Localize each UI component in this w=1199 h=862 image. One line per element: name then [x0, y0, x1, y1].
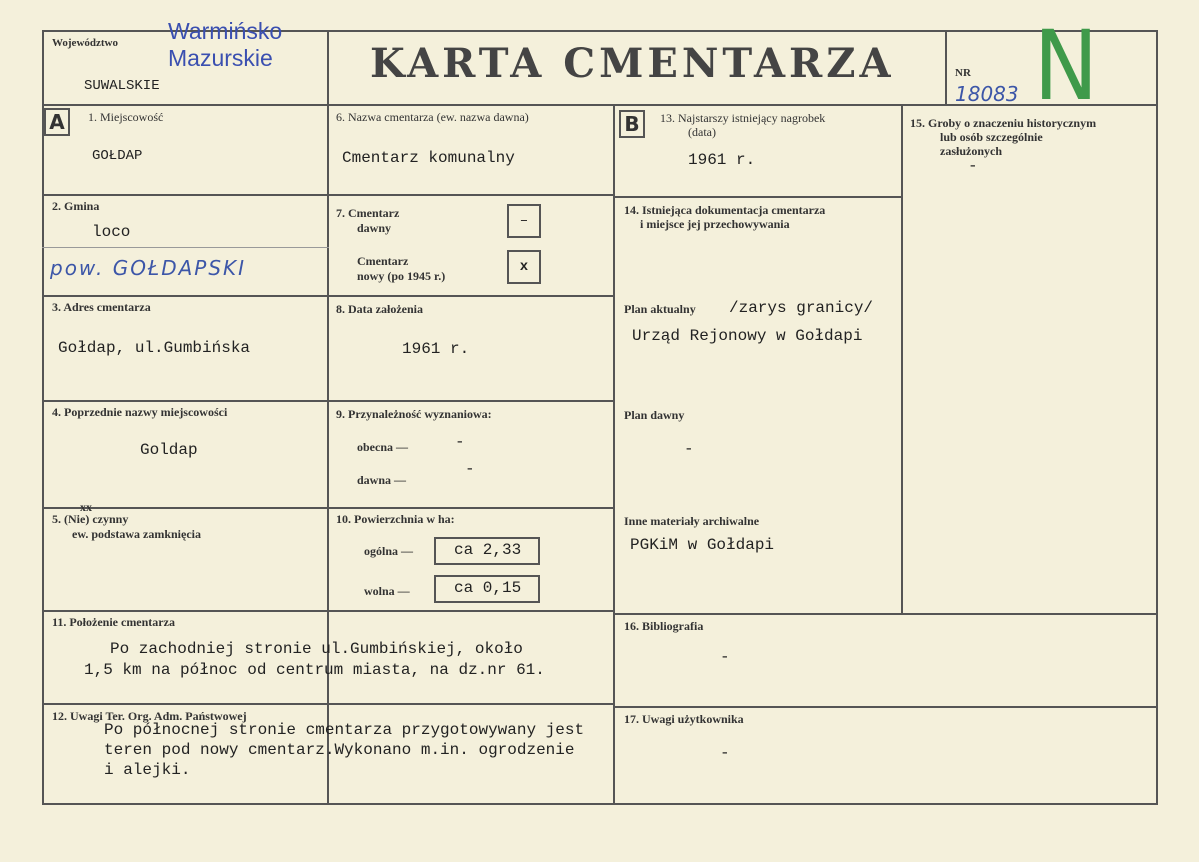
dawna-value: -: [465, 460, 475, 478]
nowy-checkbox: x: [507, 250, 541, 284]
header-left-divider: [327, 30, 329, 805]
uzytkownik-value: -: [720, 744, 730, 762]
miejscowosc-value: GOŁDAP: [92, 148, 143, 164]
poprzednie-value: Goldap: [140, 441, 198, 459]
powierzchnia-label: 10. Powierzchnia w ha:: [336, 512, 455, 526]
inne-materialy-label: Inne materiały archiwalne: [624, 514, 760, 528]
uwagi-line3: i alejki.: [104, 761, 191, 779]
nr-value: 18083: [955, 82, 1019, 106]
miejscowosc-label: 1. Miejscowość: [88, 110, 164, 124]
uwagi-label: 12. Uwagi Ter. Org. Adm. Państwowej: [52, 709, 247, 723]
powiat-handwritten: pow. GOŁDAPSKI: [50, 256, 247, 280]
wolna-value: ca 0,15: [434, 575, 540, 603]
row-divider-bottom2r: [613, 706, 1158, 708]
row-divider-a3: [42, 295, 329, 297]
dawna-label: dawna —: [357, 473, 407, 487]
czynny-label: 5. (Nie) czynny: [52, 512, 129, 526]
uzytkownik-label: 17. Uwagi użytkownika: [624, 712, 744, 726]
nr-label: NR: [955, 67, 971, 79]
nowy-sublabel: nowy (po 1945 r.): [357, 269, 446, 283]
przynaleznosc-label: 9. Przynależność wyznaniowa:: [336, 407, 492, 421]
poprzednie-label: 4. Poprzednie nazwy miejscowości: [52, 405, 228, 419]
nagrobek-sublabel: (data): [688, 125, 716, 139]
inne-materialy-value: PGKiM w Gołdapi: [630, 536, 775, 554]
header-right-divider: [945, 30, 947, 106]
row-divider-bottom2: [42, 703, 615, 705]
row-divider-a1: [42, 194, 329, 196]
nowy-label: Cmentarz: [357, 254, 409, 268]
uwagi-line2: teren pod nowy cmentarz.Wykonano m.in. ogrodzenie: [104, 741, 575, 759]
data-zalozenia-label: 8. Data założenia: [336, 302, 423, 316]
row-divider-m3: [327, 400, 615, 402]
plan-dawny-label: Plan dawny: [624, 408, 685, 422]
card-title: KARTA CMENTARZA: [370, 40, 895, 87]
dokumentacja-sublabel: i miejsce jej przechowywania: [640, 217, 790, 231]
czynny-sublabel: ew. podstawa zamknięcia: [72, 527, 201, 541]
czynny-strike: xx: [80, 500, 92, 514]
data-zalozenia-value: 1961 r.: [402, 340, 470, 358]
region-stamp-line2: Mazurskie: [168, 45, 273, 71]
row-divider-a2: [42, 247, 329, 248]
row-divider-m2: [327, 295, 615, 297]
gmina-value: loco: [92, 223, 131, 241]
polozenie-line1: Po zachodniej stronie ul.Gumbińskiej, około: [110, 640, 523, 658]
dawny-label: 7. Cmentarz: [336, 206, 400, 220]
row-divider-bottom1: [42, 610, 615, 612]
ogolna-label: ogólna —: [364, 544, 414, 558]
polozenie-line2: 1,5 km na północ od centrum miasta, na dz.nr 61.: [84, 661, 545, 679]
groby-label: 15. Groby o znaczeniu historycznym: [910, 116, 1097, 130]
nazwa-label: 6. Nazwa cmentarza (ew. nazwa dawna): [336, 110, 529, 124]
row-divider-b1: [613, 196, 903, 198]
dawny-checkbox: –: [507, 204, 541, 238]
nazwa-value: Cmentarz komunalny: [342, 149, 515, 167]
dawny-sublabel: dawny: [357, 221, 392, 235]
obecna-label: obecna —: [357, 440, 408, 454]
uwagi-line1: Po północnej stronie cmentarza przygotowywany jest: [104, 721, 585, 739]
nagrobek-label: 13. Najstarszy istniejący nagrobek: [660, 111, 826, 125]
adres-value: Gołdap, ul.Gumbińska: [58, 339, 251, 357]
adres-label: 3. Adres cmentarza: [52, 300, 151, 314]
groby-value: -: [968, 157, 978, 175]
plan-dawny-value: -: [684, 440, 694, 458]
nagrobek-value: 1961 r.: [688, 151, 756, 169]
bibliografia-label: 16. Bibliografia: [624, 619, 704, 633]
section-b-letter: B: [619, 110, 645, 138]
gmina-label: 2. Gmina: [52, 199, 100, 213]
plan-aktualny-label: Plan aktualny: [624, 302, 696, 316]
col-15-divider: [901, 104, 903, 614]
dokumentacja-label: 14. Istniejąca dokumentacja cmentarza: [624, 203, 826, 217]
row-divider-a4: [42, 400, 329, 402]
col-b-divider: [613, 104, 615, 805]
bibliografia-value: -: [720, 648, 730, 666]
plan-aktualny-place: Urząd Rejonowy w Gołdapi: [632, 327, 863, 345]
plan-aktualny-value: /zarys granicy/: [729, 299, 874, 317]
polozenie-label: 11. Położenie cmentarza: [52, 615, 175, 629]
category-letter: N: [1033, 10, 1099, 122]
row-divider-m1: [327, 194, 615, 196]
wojewodztwo-label: Województwo: [52, 37, 118, 49]
section-a-letter: A: [44, 108, 70, 136]
row-divider-bottom1r: [613, 613, 1158, 615]
groby-sublabel-2: zasłużonych: [940, 144, 1003, 158]
region-stamp-line1: Warmińsko: [168, 18, 283, 44]
obecna-value: -: [455, 433, 465, 451]
ogolna-value: ca 2,33: [434, 537, 540, 565]
wojewodztwo-value: SUWALSKIE: [84, 78, 160, 94]
wolna-label: wolna —: [364, 584, 410, 598]
groby-sublabel-1: lub osób szczególnie: [940, 130, 1043, 144]
row-divider-m4: [327, 507, 615, 509]
